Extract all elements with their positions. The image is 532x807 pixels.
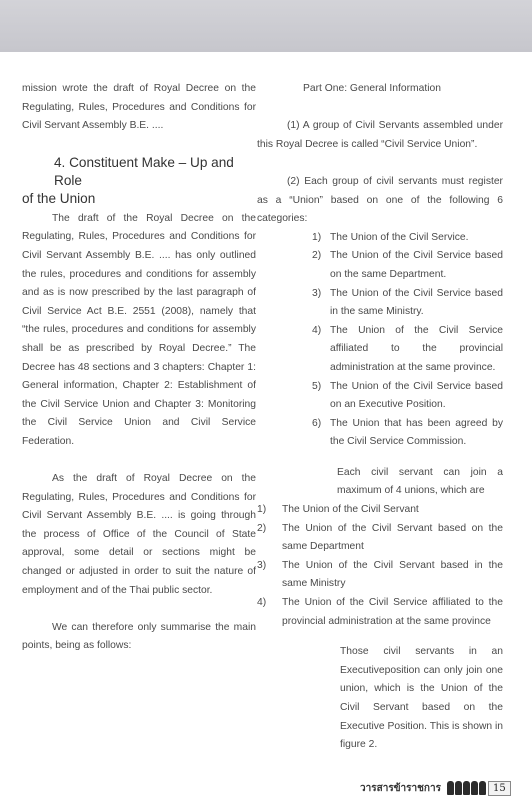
join-intro: Each civil servant can join a maximum of 4 unions, which are: [337, 466, 503, 497]
left-column: [22, 80, 256, 656]
union-list: [257, 501, 503, 631]
list-item: 3) The Union of the Civil Service based in the same Ministry.: [312, 287, 503, 318]
list-item: 5) The Union of the Civil Service based on an Executive Position.: [312, 380, 503, 411]
magazine-title: วารสารข้าราชการ: [360, 782, 441, 794]
item-2: (2) Each group of civil servants must register as a “Union” based on one of the following 6 categories:: [257, 175, 503, 225]
list-item: 3) The Union of the Civil Servant based in the same Ministry: [257, 559, 503, 590]
paragraph-approval: As the draft of Royal Decree on the Regulating, Rules, Procedures and Conditions for Civil Servant Assembly B.E. .... is going through the process of Office of the Council of State approval, some detail or sections might be changed or adjusted in order to suit the nature of employment and of the Thai public sector.: [22, 473, 256, 596]
list-item: 1) The Union of the Civil Servant: [257, 504, 419, 516]
paragraph-decree: The draft of the Royal Decree on the Regulating, Rules, Procedures and Conditions for Civil Servant Assembly B.E. .... has only outlined the rules, procedures and conditions for assembly and as is now prescribed by the last paragraph of Civil Service Act B.E. 2551 (2008), namely that “the rules, procedures and conditions for assembly shall be as prescribed by Royal Decree.” The Decree has 48 sections and 3 chapters: Chapter 1: General information, Chapter 2: Establishment of the Civil Service Union and Chapter 3: Monitoring the Civil Service Union and Civil Service Federation.: [22, 212, 256, 447]
section-heading-line2: of the Union: [22, 190, 96, 206]
list-item: 2) The Union of the Civil Service based on the same Department.: [312, 250, 503, 280]
top-header-band: [0, 0, 532, 52]
people-logo-icon: [447, 781, 486, 795]
list-item: 4) The Union of the Civil Service affiliated to the provincial administration at the same province: [257, 597, 503, 627]
page-number: 15: [488, 781, 511, 796]
list-item: 6) The Union that has been agreed by the Civil Service Commission.: [312, 417, 503, 448]
section-heading: [22, 154, 256, 208]
part-title: Part One: General Information: [303, 83, 441, 94]
list-item: 4) The Union of the Civil Service affiliated to the provincial administration at the same province.: [312, 324, 503, 373]
list-item: 2) The Union of the Civil Servant based on the same Department: [257, 522, 503, 553]
list-item: 1) The Union of the Civil Service.: [312, 231, 469, 243]
page-footer: [360, 777, 511, 799]
paragraph-summary: We can therefore only summarise the main points, being as follows:: [22, 621, 256, 652]
paragraph-intro: mission wrote the draft of Royal Decree on the Regulating, Rules, Procedures and Conditions for Civil Servant Assembly B.E. ....: [22, 83, 256, 132]
executive-note: Those civil servants in an Executiveposition can only join one union, which is the Union of the Civil Servant based on the Executive Position. This is shown in figure 2.: [340, 646, 503, 751]
section-heading-line1: 4. Constituent Make – Up and Role: [54, 154, 234, 188]
item-1: (1) A group of Civil Servants assembled under this Royal Decree is called “Civil Service Union”.: [257, 120, 503, 150]
category-list: [257, 229, 503, 452]
right-column: [257, 80, 503, 755]
